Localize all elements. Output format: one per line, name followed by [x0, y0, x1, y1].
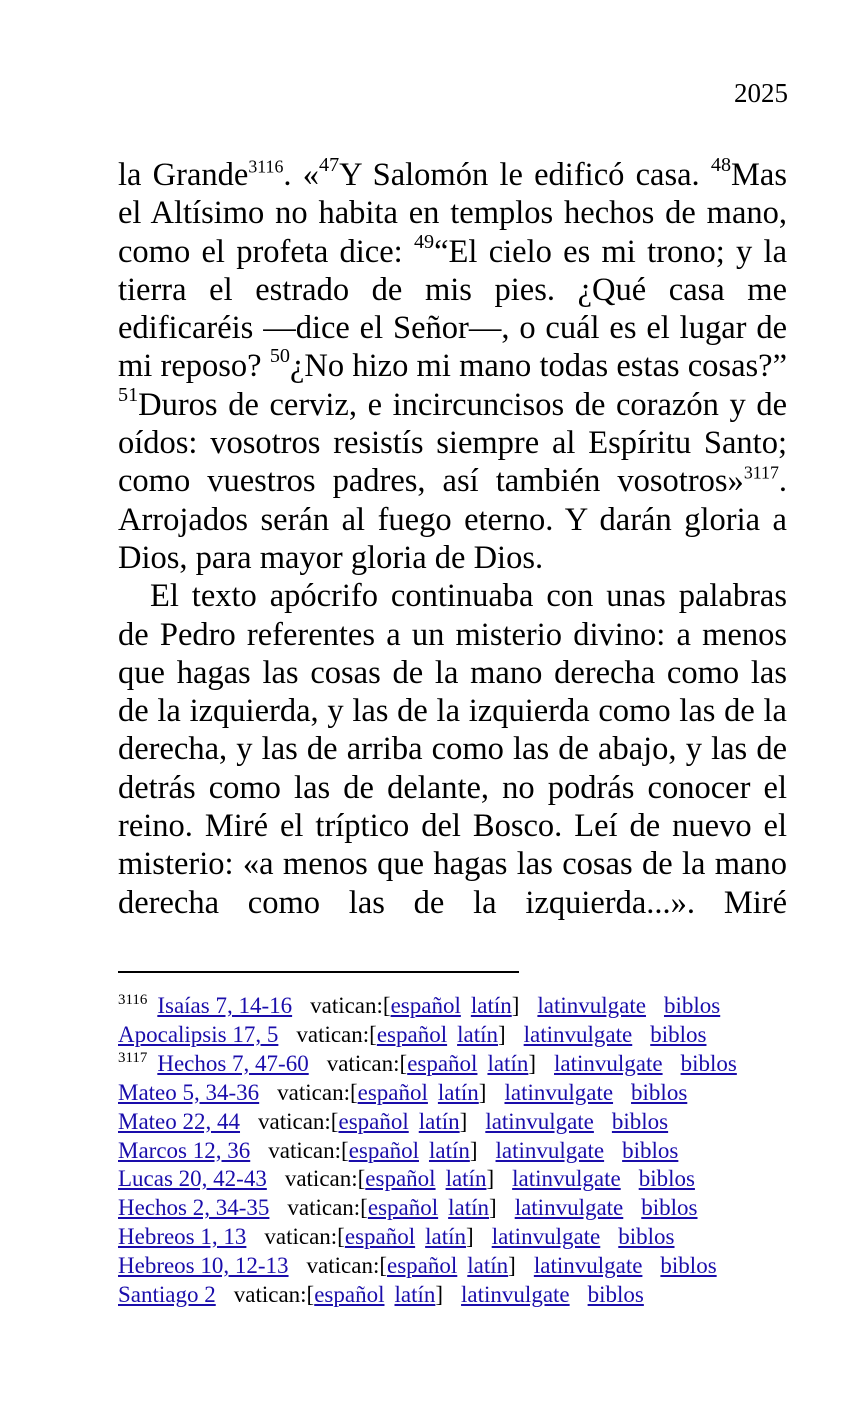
- bracket-close: ]: [497, 1021, 506, 1047]
- text-segment: Y Salomón le edificó casa.: [339, 157, 711, 193]
- latinvulgate-link[interactable]: latinvulgate: [512, 1166, 621, 1192]
- latin-link[interactable]: latín: [470, 993, 512, 1018]
- espanol-link[interactable]: español: [344, 1224, 416, 1250]
- footnote-line: [118, 1252, 818, 1281]
- scripture-reference-link[interactable]: Mateo 5, 34-36: [118, 1079, 260, 1105]
- text-segment: Mas el Altísimo no habita en templos hechos de mano, como el profeta dice:: [118, 157, 787, 270]
- vatican-label: vatican:[: [296, 1021, 377, 1047]
- footnote-line: [118, 1137, 818, 1166]
- bracket-close: ]: [435, 1282, 444, 1308]
- verse-number: 50: [269, 345, 290, 368]
- vatican-label: vatican:[: [233, 1282, 315, 1308]
- espanol-link[interactable]: español: [357, 1079, 428, 1105]
- espanol-link[interactable]: español: [407, 1050, 478, 1076]
- latin-link[interactable]: latín: [428, 1137, 470, 1163]
- latinvulgate-link[interactable]: latinvulgate: [533, 1253, 643, 1279]
- verse-number: 51: [118, 383, 139, 406]
- footnote-ref[interactable]: 3116: [248, 156, 284, 177]
- vatican-label: vatican:[: [268, 1137, 349, 1163]
- biblos-link[interactable]: biblos: [641, 1195, 698, 1221]
- biblos-link[interactable]: biblos: [618, 1224, 675, 1250]
- vatican-label: vatican:[: [326, 1050, 408, 1076]
- latinvulgate-link[interactable]: latinvulgate: [523, 1021, 633, 1047]
- vatican-label: vatican:[: [264, 1224, 345, 1250]
- bracket-close: ]: [489, 1195, 497, 1221]
- text-segment: . «: [283, 157, 320, 193]
- biblos-link[interactable]: biblos: [650, 1021, 707, 1047]
- bracket-close: ]: [508, 1253, 516, 1279]
- scripture-reference-link[interactable]: Hebreos 10, 12-13: [118, 1253, 289, 1279]
- vatican-label: vatican:[: [287, 1195, 368, 1221]
- latinvulgate-link[interactable]: latinvulgate: [537, 993, 646, 1018]
- latin-link[interactable]: latín: [425, 1224, 467, 1250]
- latinvulgate-link[interactable]: latinvulgate: [504, 1079, 614, 1105]
- espanol-link[interactable]: español: [376, 1021, 448, 1047]
- footnote-line: [118, 1050, 818, 1079]
- latin-link[interactable]: latín: [487, 1050, 529, 1076]
- scripture-reference-link[interactable]: Isaías 7, 14-16: [157, 993, 293, 1018]
- footnote-ref[interactable]: 3117: [743, 462, 779, 483]
- footnote-line: [118, 1281, 818, 1310]
- text-segment: ¿No hizo mi mano todas estas cosas?”: [289, 348, 787, 385]
- latin-link[interactable]: latín: [418, 1108, 460, 1134]
- latinvulgate-link[interactable]: latinvulgate: [514, 1195, 624, 1221]
- page-number: 2025: [734, 78, 788, 108]
- scripture-reference-link[interactable]: Hechos 7, 47-60: [157, 1050, 309, 1076]
- biblos-link[interactable]: biblos: [638, 1166, 695, 1192]
- footnote-divider: [118, 971, 519, 973]
- verse-number: 49: [413, 230, 435, 253]
- text-segment: la Grande: [118, 157, 249, 193]
- biblos-link[interactable]: biblos: [631, 1079, 688, 1105]
- espanol-link[interactable]: español: [387, 1253, 458, 1279]
- bracket-close: ]: [486, 1166, 495, 1192]
- paragraph-2: El texto apócrifo continuaba con unas palabras de Pedro referentes a un misterio divino: a menos que hagas las cosas de la mano derecha como las de la izquierda, y las de la izquierda como las de la derecha, y las de arriba como las de abajo, y las de detrás como las de delante, no podrás conocer el reino. Miré el tríptico del Bosco. Leí de nuevo el misterio: «a menos que hagas las cosas de la mano derecha como las de la izquierda...». Miré: [118, 578, 787, 921]
- latinvulgate-link[interactable]: latinvulgate: [491, 1224, 601, 1250]
- bracket-close: ]: [511, 993, 520, 1018]
- vatican-label: vatican:[: [258, 1108, 339, 1134]
- paragraph-1: [118, 153, 788, 577]
- vatican-label: vatican:[: [277, 1079, 358, 1105]
- latinvulgate-link[interactable]: latinvulgate: [554, 1050, 663, 1076]
- footnote-line: [118, 992, 818, 1021]
- scripture-reference-link[interactable]: Mateo 22, 44: [118, 1108, 241, 1134]
- verse-number: 47: [319, 153, 340, 176]
- scripture-reference-link[interactable]: Apocalipsis 17, 5: [118, 1021, 279, 1047]
- vatican-label: vatican:[: [284, 1166, 366, 1192]
- vatican-label: vatican:[: [306, 1253, 388, 1279]
- bracket-close: ]: [459, 1108, 468, 1134]
- latinvulgate-link[interactable]: latinvulgate: [461, 1282, 570, 1308]
- vatican-label: vatican:[: [310, 993, 391, 1018]
- footnotes-section: [118, 992, 818, 1310]
- footnote-number: 3117: [118, 1049, 148, 1066]
- espanol-link[interactable]: español: [367, 1195, 439, 1221]
- verse-number: 48: [710, 153, 732, 176]
- biblos-link[interactable]: biblos: [611, 1108, 669, 1134]
- latin-link[interactable]: latín: [445, 1166, 487, 1192]
- latin-link[interactable]: latín: [448, 1195, 490, 1221]
- biblos-link[interactable]: biblos: [622, 1137, 679, 1163]
- latinvulgate-link[interactable]: latinvulgate: [485, 1108, 594, 1134]
- footnote-line: [118, 1021, 818, 1050]
- biblos-link[interactable]: biblos: [660, 1253, 717, 1279]
- espanol-link[interactable]: español: [390, 993, 461, 1018]
- scripture-reference-link[interactable]: Lucas 20, 42-43: [118, 1166, 267, 1192]
- bracket-close: ]: [478, 1079, 487, 1105]
- text-segment: Duros de cerviz, e incircuncisos de corazón y de oídos: vosotros resistís siempre al Espíritu Santo; como vuestros padres, así también vosotros»: [118, 386, 787, 500]
- scripture-reference-link[interactable]: Marcos 12, 36: [118, 1137, 251, 1163]
- bracket-close: ]: [466, 1224, 474, 1250]
- text-segment: . Arrojados serán al fuego eterno. Y darán gloria a Dios, para mayor gloria de Dios.: [118, 463, 787, 576]
- latin-link[interactable]: latín: [457, 1021, 498, 1047]
- biblos-link[interactable]: biblos: [587, 1282, 644, 1308]
- espanol-link[interactable]: español: [338, 1108, 409, 1134]
- espanol-link[interactable]: español: [365, 1166, 436, 1192]
- latinvulgate-link[interactable]: latinvulgate: [495, 1137, 605, 1163]
- text-segment: “El cielo es mi trono; y la tierra el estrado de mis pies. ¿Qué casa me edificaréis —dice el Señor—, o cuál es el lugar de mi reposo?: [118, 233, 788, 385]
- footnote-line: [118, 1194, 818, 1223]
- espanol-link[interactable]: español: [348, 1137, 419, 1163]
- footnote-line: [118, 1165, 818, 1194]
- latin-link[interactable]: latín: [467, 1253, 509, 1279]
- footnote-line: [118, 1108, 818, 1137]
- latin-link[interactable]: latín: [437, 1079, 479, 1105]
- biblos-link[interactable]: biblos: [663, 993, 721, 1018]
- footnote-number: 3116: [118, 992, 148, 1009]
- bracket-close: ]: [469, 1137, 478, 1163]
- espanol-link[interactable]: español: [314, 1282, 385, 1308]
- bracket-close: ]: [528, 1050, 537, 1076]
- footnote-line: [118, 1223, 818, 1252]
- body-text: [118, 153, 788, 922]
- latin-link[interactable]: latín: [394, 1282, 436, 1308]
- scripture-reference-link[interactable]: Santiago 2: [118, 1282, 216, 1308]
- scripture-reference-link[interactable]: Hechos 2, 34-35: [118, 1195, 270, 1221]
- scripture-reference-link[interactable]: Hebreos 1, 13: [118, 1224, 247, 1250]
- biblos-link[interactable]: biblos: [680, 1050, 737, 1076]
- footnote-line: [118, 1079, 818, 1108]
